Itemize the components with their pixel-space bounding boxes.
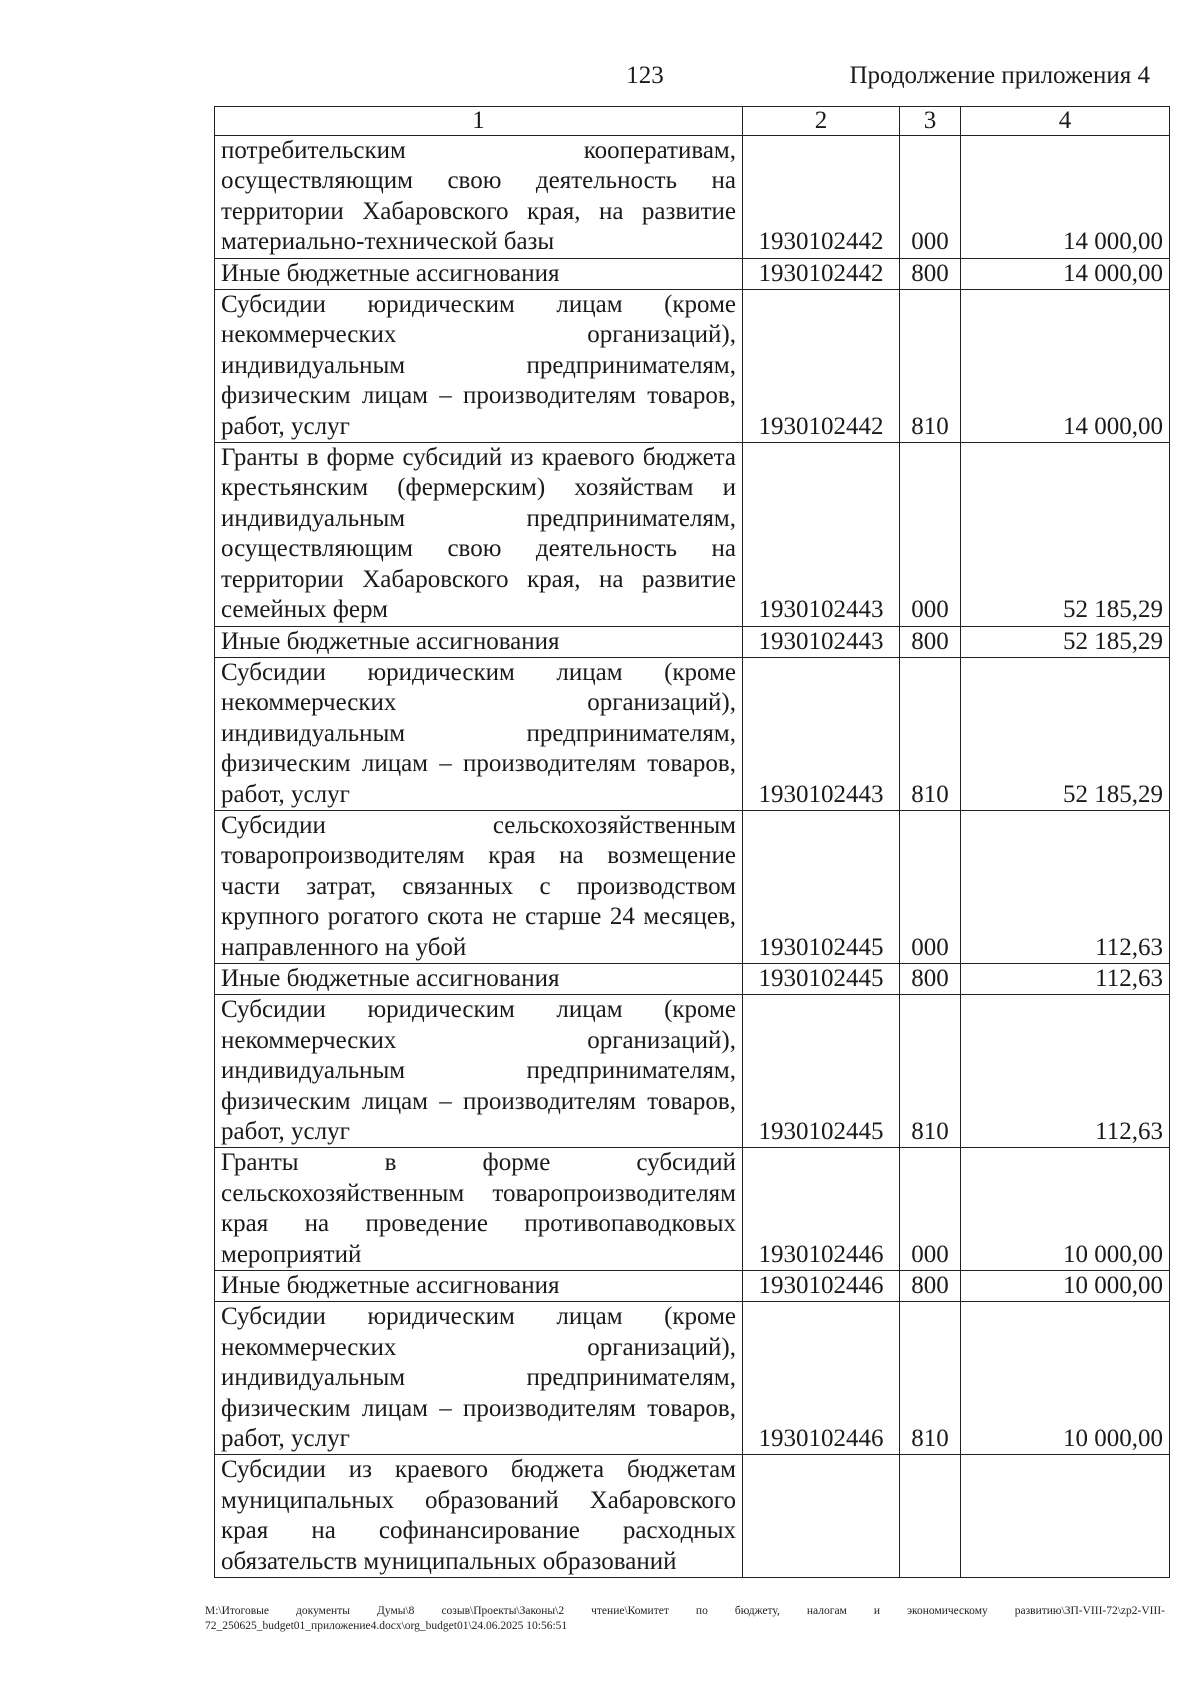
row-target-code: 1930102442: [743, 136, 900, 259]
row-target-code: 1930102443: [743, 626, 900, 657]
row-target-code: 1930102446: [743, 1271, 900, 1302]
row-expense-type: 800: [900, 626, 961, 657]
column-header-3: 3: [900, 107, 961, 136]
page-number: 123: [626, 62, 664, 89]
row-target-code: 1930102445: [743, 995, 900, 1148]
document-file-path-footer: M:\Итоговые документы Думы\8 созыв\Проекты\Законы\2 чтение\Комитет по бюджету, налогам и экономическому развитию\ЗП-VIII-72\zp2-VIII-72_250625_budget01_приложение4.docx\org_budget01\24.06.2025 10:56:51: [205, 1605, 1165, 1632]
row-target-code: [743, 1455, 900, 1578]
row-amount: 14 000,00: [961, 290, 1170, 443]
row-name: Иные бюджетные ассигнования: [215, 626, 743, 657]
row-target-code: 1930102446: [743, 1302, 900, 1455]
budget-table: [214, 106, 1170, 1578]
row-amount: 112,63: [961, 995, 1170, 1148]
table-row: [215, 1455, 1170, 1578]
row-target-code: 1930102442: [743, 290, 900, 443]
row-amount: 52 185,29: [961, 443, 1170, 626]
row-name: Иные бюджетные ассигнования: [215, 963, 743, 994]
row-name: Гранты в форме субсидий из краевого бюджета крестьянским (фермерским) хозяйствам и индивидуальным предпринимателям, осуществляющим свою деятельность на территории Хабаровского края, на развитие семейных ферм: [215, 443, 743, 626]
table-row: [215, 136, 1170, 259]
row-expense-type: [900, 1455, 961, 1578]
column-header-1: 1: [215, 107, 743, 136]
table-row: [215, 1302, 1170, 1455]
row-amount: 10 000,00: [961, 1148, 1170, 1271]
table-row: [215, 657, 1170, 810]
row-amount: 52 185,29: [961, 657, 1170, 810]
table-row: [215, 443, 1170, 626]
row-name: Иные бюджетные ассигнования: [215, 258, 743, 289]
row-amount: 52 185,29: [961, 626, 1170, 657]
row-expense-type: 800: [900, 1271, 961, 1302]
row-amount: 112,63: [961, 963, 1170, 994]
column-header-4: 4: [961, 107, 1170, 136]
row-target-code: 1930102443: [743, 443, 900, 626]
row-name: Субсидии юридическим лицам (кроме некоммерческих организаций), индивидуальным предпринимателям, физическим лицам – производителям товаров, работ, услуг: [215, 995, 743, 1148]
row-amount: 10 000,00: [961, 1271, 1170, 1302]
row-name: Гранты в форме субсидий сельскохозяйственным товаропроизводителям края на проведение противопаводковых мероприятий: [215, 1148, 743, 1271]
table-row: [215, 1148, 1170, 1271]
row-expense-type: 000: [900, 136, 961, 259]
row-target-code: 1930102445: [743, 963, 900, 994]
row-expense-type: 000: [900, 443, 961, 626]
row-target-code: 1930102446: [743, 1148, 900, 1271]
table-row: [215, 1271, 1170, 1302]
row-expense-type: 800: [900, 258, 961, 289]
row-expense-type: 800: [900, 963, 961, 994]
table-row: [215, 626, 1170, 657]
row-target-code: 1930102445: [743, 810, 900, 963]
table-row: [215, 258, 1170, 289]
row-name: Субсидии юридическим лицам (кроме некоммерческих организаций), индивидуальным предпринимателям, физическим лицам – производителям товаров, работ, услуг: [215, 657, 743, 810]
row-expense-type: 000: [900, 1148, 961, 1271]
row-name: Субсидии юридическим лицам (кроме некоммерческих организаций), индивидуальным предпринимателям, физическим лицам – производителям товаров, работ, услуг: [215, 290, 743, 443]
row-expense-type: 810: [900, 1302, 961, 1455]
table-row: [215, 810, 1170, 963]
row-target-code: 1930102443: [743, 657, 900, 810]
row-target-code: 1930102442: [743, 258, 900, 289]
row-expense-type: 810: [900, 995, 961, 1148]
table-header-row: [215, 107, 1170, 136]
row-expense-type: 000: [900, 810, 961, 963]
row-name: Субсидии сельскохозяйственным товаропроизводителям края на возмещение части затрат, связанных с производством крупного рогатого скота не старше 24 месяцев, направленного на убой: [215, 810, 743, 963]
row-amount: 10 000,00: [961, 1302, 1170, 1455]
table-row: [215, 963, 1170, 994]
row-amount: [961, 1455, 1170, 1578]
row-name: потребительским кооперативам, осуществляющим свою деятельность на территории Хабаровского края, на развитие материально-технической базы: [215, 136, 743, 259]
row-amount: 14 000,00: [961, 136, 1170, 259]
table-row: [215, 290, 1170, 443]
row-expense-type: 810: [900, 657, 961, 810]
row-name: Субсидии из краевого бюджета бюджетам муниципальных образований Хабаровского края на софинансирование расходных обязательств муниципальных образований: [215, 1455, 743, 1578]
row-amount: 14 000,00: [961, 258, 1170, 289]
column-header-2: 2: [743, 107, 900, 136]
row-name: Иные бюджетные ассигнования: [215, 1271, 743, 1302]
row-expense-type: 810: [900, 290, 961, 443]
row-name: Субсидии юридическим лицам (кроме некоммерческих организаций), индивидуальным предпринимателям, физическим лицам – производителям товаров, работ, услуг: [215, 1302, 743, 1455]
row-amount: 112,63: [961, 810, 1170, 963]
table-row: [215, 995, 1170, 1148]
appendix-continuation-note: Продолжение приложения 4: [849, 62, 1150, 89]
